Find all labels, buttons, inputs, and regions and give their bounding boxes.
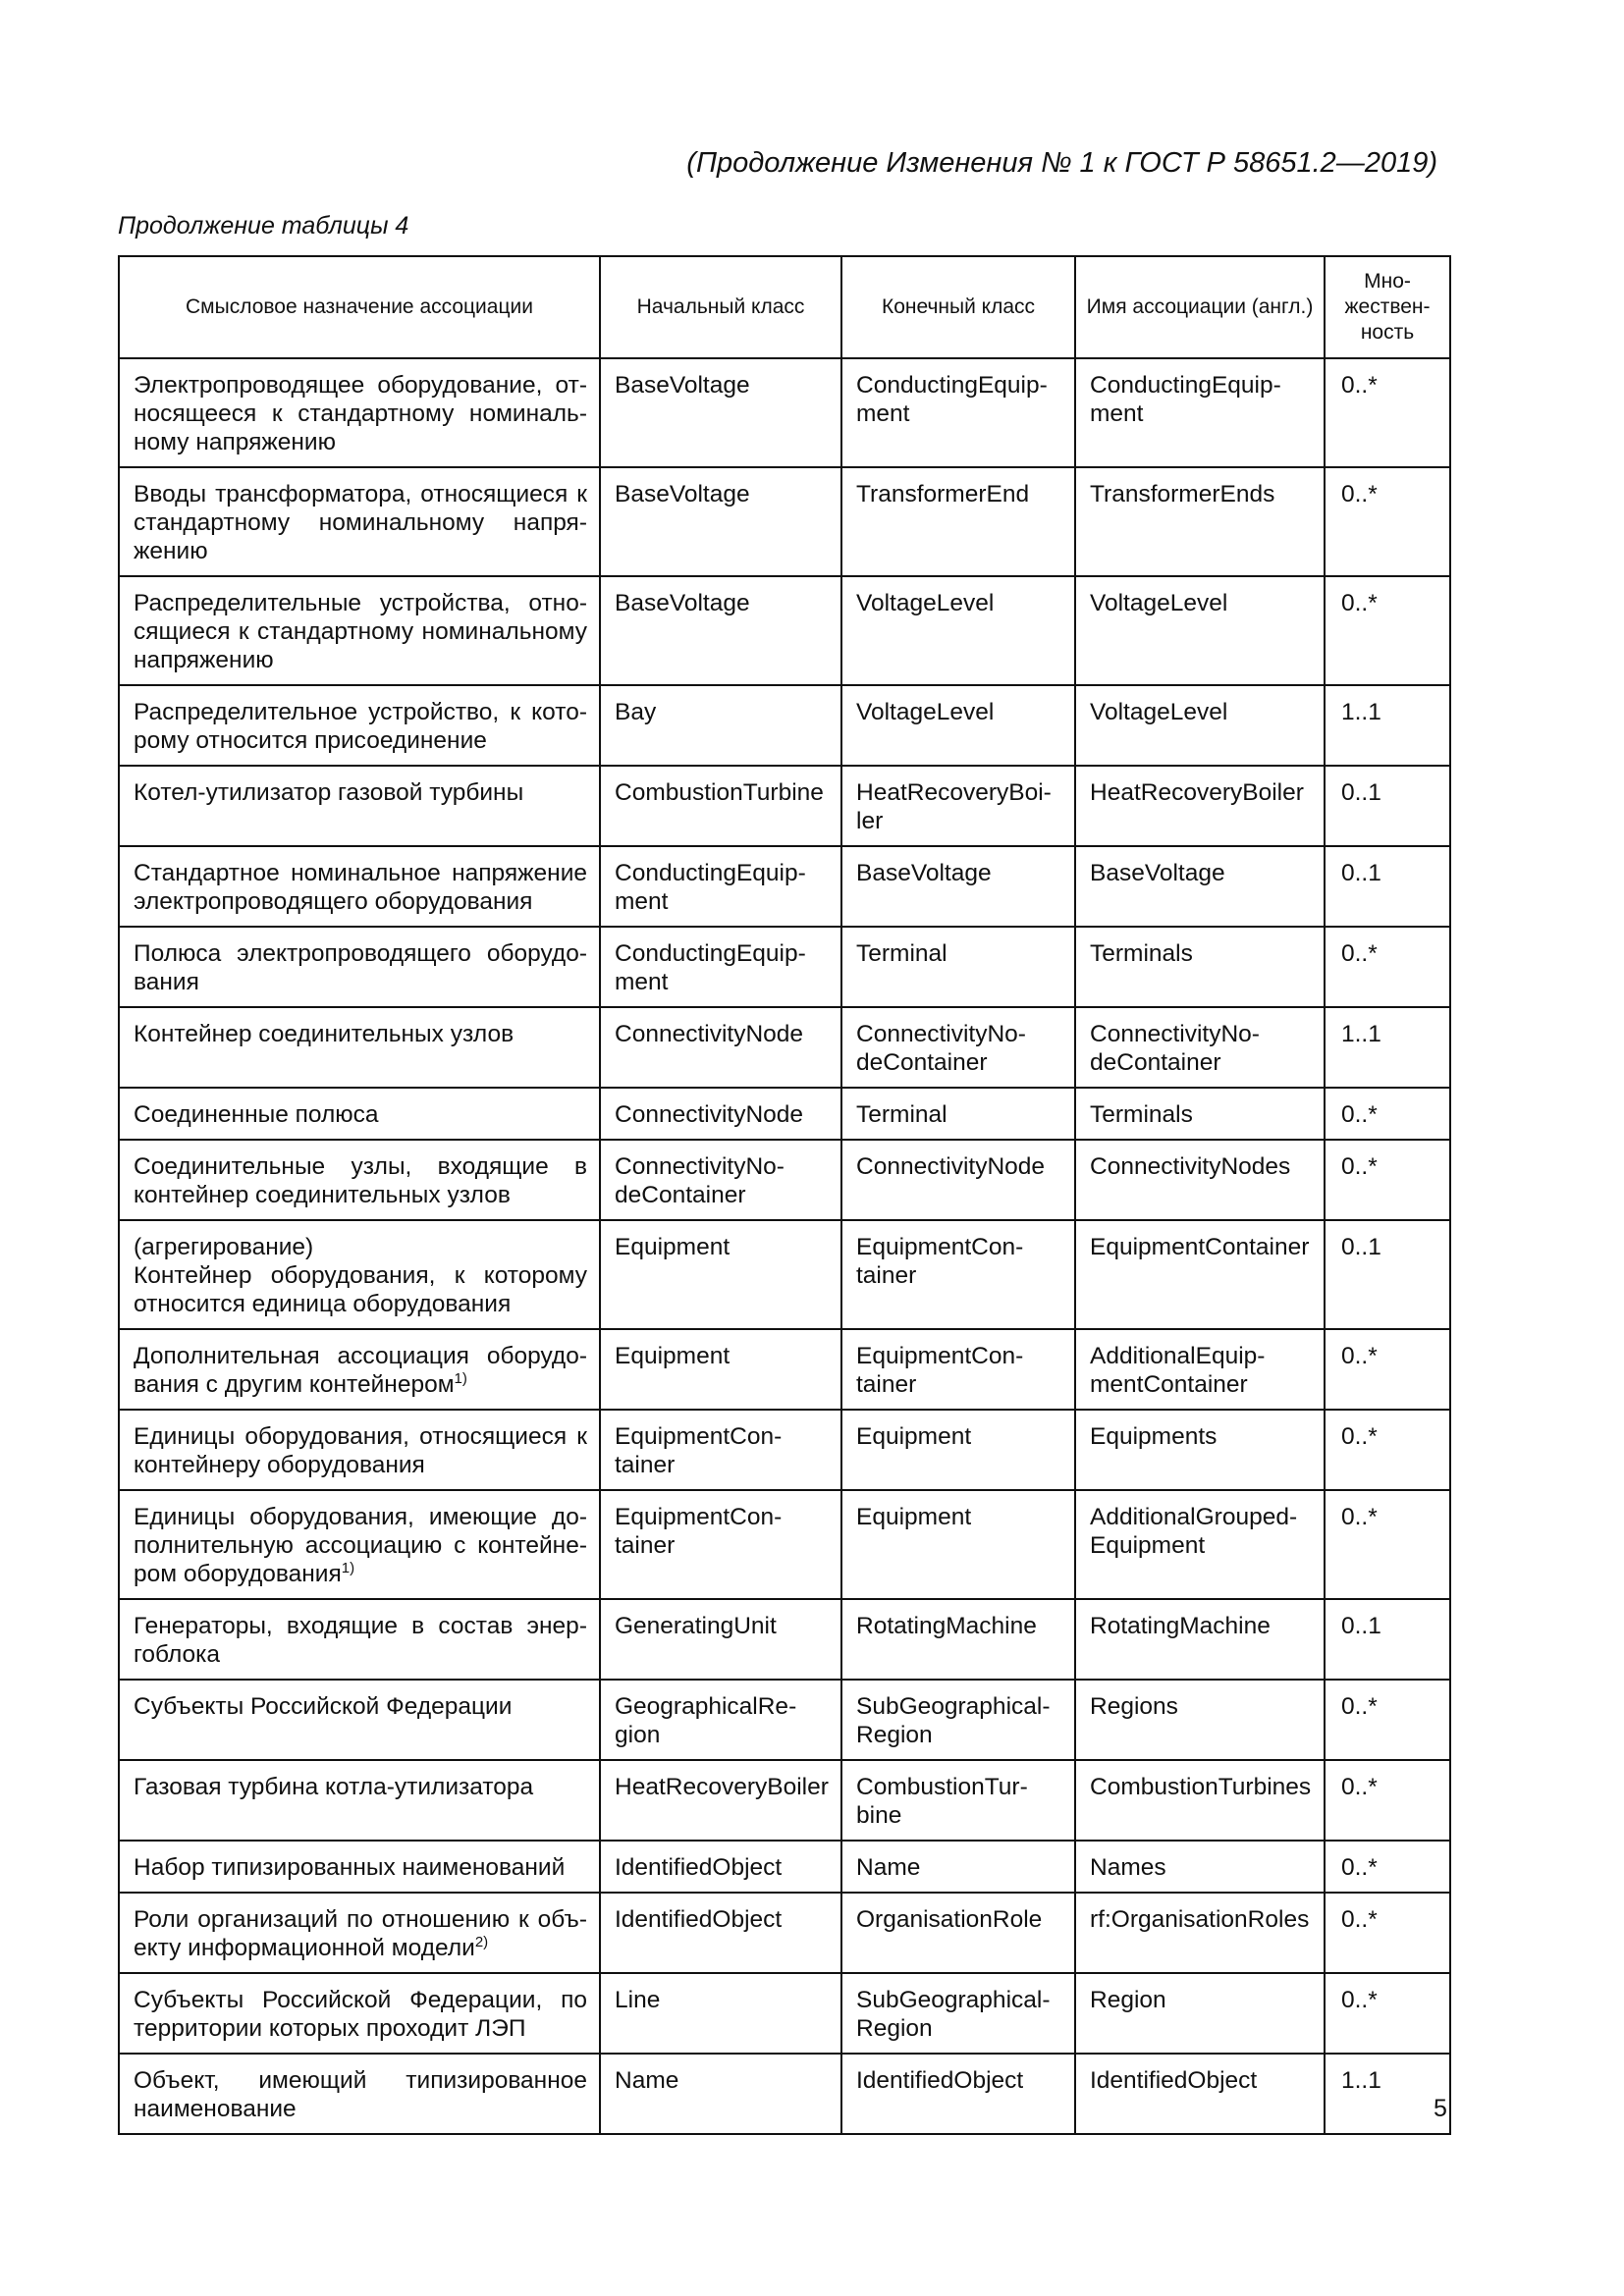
cell-end-class-text: SubGeographical-Region: [856, 1987, 1051, 2042]
cell-purpose-text: Объект, имеющий типизированное наименование: [134, 2067, 587, 2122]
cell-start-class-text: ConductingEquipment: [615, 940, 806, 995]
cell-purpose: [119, 576, 600, 685]
cell-multiplicity: [1325, 685, 1450, 766]
cell-purpose-text: Контейнер соединительных узлов: [134, 1021, 514, 1047]
cell-end-class-text: TransformerEnd: [856, 481, 1030, 507]
col-header-multiplicity: Мно-жествен-ность: [1325, 256, 1450, 358]
cell-end-class: [841, 467, 1075, 576]
cell-purpose-text: Газовая турбина котла-утилизатора: [134, 1774, 534, 1800]
cell-multiplicity-text: 1..1: [1341, 1021, 1381, 1047]
cell-multiplicity: [1325, 467, 1450, 576]
cell-end-class: [841, 1760, 1075, 1841]
cell-start-class-text: Bay: [615, 699, 657, 725]
cell-start-class: [600, 1007, 841, 1088]
table-header-row: [119, 256, 1450, 358]
cell-assoc-name-text: Equipments: [1090, 1423, 1218, 1450]
cell-purpose-text: Соединенные полюса: [134, 1101, 379, 1128]
cell-assoc-name: [1075, 1841, 1325, 1893]
table-row: [119, 576, 1450, 685]
cell-end-class-text: ConductingEquipment: [856, 372, 1048, 427]
cell-start-class: [600, 1490, 841, 1599]
table-row: [119, 685, 1450, 766]
cell-purpose-text: Единицы оборудования, имеющие дополнительную ассоциацию с контейнером оборудования: [134, 1504, 587, 1587]
table-row: [119, 1841, 1450, 1893]
cell-purpose-text: Полюса электропроводящего оборудования: [134, 940, 587, 995]
cell-end-class: [841, 1220, 1075, 1329]
cell-assoc-name-text: HeatRecoveryBoiler: [1090, 779, 1304, 806]
cell-end-class: [841, 2054, 1075, 2134]
cell-start-class-text: EquipmentContainer: [615, 1423, 783, 1478]
footnote-marker: 2): [474, 1933, 489, 1950]
cell-multiplicity-text: 0..1: [1341, 779, 1381, 806]
cell-end-class: [841, 358, 1075, 467]
cell-multiplicity-text: 0..*: [1341, 1153, 1378, 1180]
cell-assoc-name: [1075, 1007, 1325, 1088]
cell-end-class-text: CombustionTurbine: [856, 1774, 1028, 1829]
cell-purpose: [119, 1680, 600, 1760]
cell-start-class: [600, 846, 841, 927]
cell-start-class: [600, 1680, 841, 1760]
cell-multiplicity-text: 0..*: [1341, 940, 1378, 967]
cell-purpose: [119, 1410, 600, 1490]
cell-start-class: [600, 467, 841, 576]
cell-assoc-name: [1075, 846, 1325, 927]
cell-end-class: [841, 846, 1075, 927]
cell-start-class-text: ConnectivityNodeContainer: [615, 1153, 785, 1208]
col-header-start-class: Начальный класс: [600, 256, 841, 358]
cell-purpose-text: Набор типизированных наименований: [134, 1854, 566, 1881]
table-caption: Продолжение таблицы 4: [118, 212, 409, 240]
cell-assoc-name: [1075, 1893, 1325, 1973]
cell-purpose: [119, 2054, 600, 2134]
cell-multiplicity-text: 0..*: [1341, 1854, 1378, 1881]
cell-multiplicity-text: 0..*: [1341, 481, 1378, 507]
col-header-end-class: Конечный класс: [841, 256, 1075, 358]
cell-assoc-name-text: ConductingEquipment: [1090, 372, 1281, 427]
cell-end-class: [841, 766, 1075, 846]
association-table: [118, 255, 1451, 2135]
cell-start-class-text: ConnectivityNode: [615, 1101, 804, 1128]
cell-start-class: [600, 358, 841, 467]
cell-end-class: [841, 1410, 1075, 1490]
cell-purpose: [119, 467, 600, 576]
cell-multiplicity: [1325, 1329, 1450, 1410]
cell-start-class-text: HeatRecoveryBoiler: [615, 1774, 829, 1800]
cell-end-class: [841, 1329, 1075, 1410]
cell-assoc-name: [1075, 766, 1325, 846]
cell-multiplicity-text: 0..*: [1341, 1343, 1378, 1369]
cell-assoc-name-text: ConnectivityNodes: [1090, 1153, 1291, 1180]
cell-purpose: [119, 1329, 600, 1410]
cell-start-class: [600, 2054, 841, 2134]
cell-multiplicity: [1325, 927, 1450, 1007]
cell-end-class: [841, 1893, 1075, 1973]
cell-start-class-text: BaseVoltage: [615, 481, 750, 507]
table-row: [119, 766, 1450, 846]
cell-assoc-name-text: IdentifiedObject: [1090, 2067, 1258, 2094]
cell-assoc-name-text: EquipmentContainer: [1090, 1234, 1310, 1260]
cell-purpose-text: Стандартное номинальное напряжение электропроводящего оборудования: [134, 860, 587, 915]
cell-start-class: [600, 1088, 841, 1140]
cell-purpose: [119, 358, 600, 467]
cell-multiplicity: [1325, 1140, 1450, 1220]
cell-assoc-name: [1075, 467, 1325, 576]
cell-purpose-text: Генераторы, входящие в состав энергоблока: [134, 1613, 587, 1668]
cell-start-class: [600, 576, 841, 685]
cell-assoc-name: [1075, 1599, 1325, 1680]
footnote-marker: 1): [341, 1559, 355, 1576]
cell-assoc-name-text: rf:OrganisationRoles: [1090, 1906, 1310, 1933]
table-row: [119, 1490, 1450, 1599]
cell-end-class-text: VoltageLevel: [856, 699, 995, 725]
cell-start-class-text: Name: [615, 2067, 679, 2094]
cell-multiplicity: [1325, 576, 1450, 685]
cell-start-class-text: Line: [615, 1987, 661, 2013]
cell-purpose-text: Дополнительная ассоциация оборудования с другим контейнером: [134, 1343, 587, 1398]
table-row: [119, 1760, 1450, 1841]
cell-start-class-text: GeneratingUnit: [615, 1613, 777, 1639]
cell-purpose: [119, 1760, 600, 1841]
cell-multiplicity: [1325, 1410, 1450, 1490]
cell-multiplicity: [1325, 1841, 1450, 1893]
cell-end-class-text: SubGeographical-Region: [856, 1693, 1051, 1748]
cell-purpose-text: Субъекты Российской Федерации: [134, 1693, 513, 1720]
cell-assoc-name-text: VoltageLevel: [1090, 699, 1228, 725]
col-header-purpose: Смысловое назначение ассоциации: [119, 256, 600, 358]
cell-multiplicity-text: 0..*: [1341, 1987, 1378, 2013]
cell-start-class-text: EquipmentContainer: [615, 1504, 783, 1559]
cell-multiplicity-text: 1..1: [1341, 699, 1381, 725]
cell-multiplicity: [1325, 766, 1450, 846]
cell-start-class: [600, 1410, 841, 1490]
footnote-marker: 1): [454, 1369, 467, 1387]
table-row: [119, 1973, 1450, 2054]
cell-purpose: [119, 846, 600, 927]
cell-start-class: [600, 1329, 841, 1410]
cell-end-class-text: ConnectivityNode: [856, 1153, 1046, 1180]
cell-multiplicity: [1325, 358, 1450, 467]
cell-multiplicity: [1325, 846, 1450, 927]
cell-multiplicity: [1325, 1680, 1450, 1760]
cell-start-class-text: CombustionTurbine: [615, 779, 824, 806]
table-row: [119, 1680, 1450, 1760]
cell-multiplicity-text: 0..*: [1341, 1906, 1378, 1933]
cell-purpose: [119, 1220, 600, 1329]
cell-purpose: [119, 1088, 600, 1140]
cell-multiplicity: [1325, 1599, 1450, 1680]
table-row: [119, 1140, 1450, 1220]
cell-assoc-name: [1075, 1329, 1325, 1410]
cell-assoc-name: [1075, 1410, 1325, 1490]
cell-assoc-name-text: AdditionalGrouped-Equipment: [1090, 1504, 1298, 1559]
cell-end-class: [841, 1140, 1075, 1220]
cell-multiplicity: [1325, 1490, 1450, 1599]
cell-end-class: [841, 1088, 1075, 1140]
cell-purpose: [119, 685, 600, 766]
cell-multiplicity-text: 0..*: [1341, 1101, 1378, 1128]
cell-start-class: [600, 927, 841, 1007]
cell-multiplicity-text: 0..1: [1341, 1234, 1381, 1260]
cell-purpose-text: Вводы трансформатора, относящиеся к стандартному номинальному напряжению: [134, 481, 587, 564]
cell-start-class-text: Equipment: [615, 1234, 731, 1260]
cell-end-class: [841, 1680, 1075, 1760]
cell-assoc-name-text: CombustionTurbines: [1090, 1774, 1312, 1800]
cell-assoc-name-text: VoltageLevel: [1090, 590, 1228, 616]
cell-assoc-name: [1075, 1760, 1325, 1841]
cell-end-class: [841, 1490, 1075, 1599]
cell-purpose: [119, 1599, 600, 1680]
cell-multiplicity-text: 0..*: [1341, 1423, 1378, 1450]
cell-multiplicity: [1325, 1088, 1450, 1140]
cell-purpose-text: Распределительное устройство, к которому относится присоединение: [134, 699, 587, 754]
cell-end-class-text: Terminal: [856, 1101, 947, 1128]
cell-purpose: [119, 1973, 600, 2054]
col-header-assoc-name: Имя ассоциации (англ.): [1075, 256, 1325, 358]
cell-multiplicity: [1325, 1973, 1450, 2054]
cell-assoc-name: [1075, 1680, 1325, 1760]
cell-assoc-name: [1075, 1973, 1325, 2054]
cell-assoc-name-text: Terminals: [1090, 940, 1193, 967]
cell-start-class: [600, 1841, 841, 1893]
cell-assoc-name-text: Terminals: [1090, 1101, 1193, 1128]
cell-start-class: [600, 1893, 841, 1973]
cell-multiplicity-text: 0..1: [1341, 1613, 1381, 1639]
cell-multiplicity-text: 0..*: [1341, 372, 1378, 399]
cell-assoc-name: [1075, 685, 1325, 766]
table-row: [119, 467, 1450, 576]
table-row: [119, 1893, 1450, 1973]
cell-purpose: [119, 1140, 600, 1220]
table-row: [119, 1599, 1450, 1680]
cell-assoc-name: [1075, 358, 1325, 467]
cell-purpose-text: (агрегирование) Контейнер оборудования, к которому относится единица оборудования: [134, 1234, 587, 1317]
cell-end-class: [841, 576, 1075, 685]
cell-start-class: [600, 1760, 841, 1841]
cell-end-class-text: BaseVoltage: [856, 860, 992, 886]
cell-start-class-text: ConductingEquipment: [615, 860, 806, 915]
cell-assoc-name: [1075, 927, 1325, 1007]
cell-start-class: [600, 1599, 841, 1680]
cell-multiplicity-text: 0..*: [1341, 1774, 1378, 1800]
cell-start-class-text: ConnectivityNode: [615, 1021, 804, 1047]
table-row: [119, 1329, 1450, 1410]
table-row: [119, 846, 1450, 927]
cell-end-class-text: RotatingMachine: [856, 1613, 1037, 1639]
cell-assoc-name-text: Region: [1090, 1987, 1166, 2013]
cell-end-class: [841, 1973, 1075, 2054]
cell-multiplicity: [1325, 1893, 1450, 1973]
cell-assoc-name: [1075, 1490, 1325, 1599]
cell-purpose: [119, 1841, 600, 1893]
cell-assoc-name: [1075, 1140, 1325, 1220]
table-row: [119, 1088, 1450, 1140]
cell-multiplicity-text: 0..1: [1341, 860, 1381, 886]
cell-end-class-text: Equipment: [856, 1423, 972, 1450]
cell-purpose-text: Распределительные устройства, относящиеся к стандартному номинальному напряжению: [134, 590, 587, 673]
cell-assoc-name-text: BaseVoltage: [1090, 860, 1225, 886]
cell-assoc-name: [1075, 576, 1325, 685]
cell-multiplicity-text: 1..1: [1341, 2067, 1381, 2094]
cell-start-class-text: GeographicalRegion: [615, 1693, 797, 1748]
cell-start-class: [600, 1973, 841, 2054]
cell-multiplicity: [1325, 2054, 1450, 2134]
page-number: 5: [1434, 2095, 1447, 2122]
cell-purpose-text: Котел-утилизатор газовой турбины: [134, 779, 524, 806]
cell-purpose-text: Электропроводящее оборудование, относящееся к стандартному номинальному напряжению: [134, 372, 587, 455]
cell-end-class-text: HeatRecoveryBoiler: [856, 779, 1052, 834]
table-row: [119, 927, 1450, 1007]
cell-end-class-text: OrganisationRole: [856, 1906, 1043, 1933]
cell-assoc-name: [1075, 1220, 1325, 1329]
table-row: [119, 358, 1450, 467]
cell-start-class-text: BaseVoltage: [615, 590, 750, 616]
cell-assoc-name-text: Regions: [1090, 1693, 1178, 1720]
cell-multiplicity: [1325, 1760, 1450, 1841]
header-continuation: (Продолжение Изменения № 1 к ГОСТ Р 58651.2—2019): [686, 147, 1437, 179]
cell-start-class-text: IdentifiedObject: [615, 1854, 783, 1881]
cell-assoc-name-text: AdditionalEquipmentContainer: [1090, 1343, 1266, 1398]
table-row: [119, 2054, 1450, 2134]
cell-end-class-text: Terminal: [856, 940, 947, 967]
cell-end-class-text: Name: [856, 1854, 921, 1881]
cell-purpose: [119, 1893, 600, 1973]
cell-purpose-text: Роли организаций по отношению к объекту информационной модели: [134, 1906, 587, 1961]
cell-assoc-name-text: ConnectivityNodeContainer: [1090, 1021, 1260, 1076]
cell-end-class-text: ConnectivityNodeContainer: [856, 1021, 1026, 1076]
cell-end-class-text: Equipment: [856, 1504, 972, 1530]
cell-end-class-text: EquipmentContainer: [856, 1343, 1024, 1398]
cell-end-class-text: EquipmentContainer: [856, 1234, 1024, 1289]
cell-purpose-text: Субъекты Российской Федерации, по территории которых проходит ЛЭП: [134, 1987, 587, 2042]
cell-assoc-name: [1075, 2054, 1325, 2134]
cell-start-class-text: IdentifiedObject: [615, 1906, 783, 1933]
cell-assoc-name: [1075, 1088, 1325, 1140]
cell-start-class-text: BaseVoltage: [615, 372, 750, 399]
cell-assoc-name-text: Names: [1090, 1854, 1166, 1881]
cell-start-class-text: Equipment: [615, 1343, 731, 1369]
cell-start-class: [600, 685, 841, 766]
cell-end-class: [841, 1841, 1075, 1893]
cell-end-class: [841, 1007, 1075, 1088]
cell-purpose: [119, 766, 600, 846]
cell-end-class: [841, 927, 1075, 1007]
cell-purpose: [119, 1490, 600, 1599]
cell-purpose-text: Единицы оборудования, относящиеся к контейнеру оборудования: [134, 1423, 587, 1478]
cell-end-class-text: IdentifiedObject: [856, 2067, 1024, 2094]
cell-purpose: [119, 927, 600, 1007]
cell-assoc-name-text: TransformerEnds: [1090, 481, 1275, 507]
cell-assoc-name-text: RotatingMachine: [1090, 1613, 1271, 1639]
table-row: [119, 1410, 1450, 1490]
table-row: [119, 1220, 1450, 1329]
cell-end-class: [841, 1599, 1075, 1680]
cell-multiplicity: [1325, 1220, 1450, 1329]
cell-start-class: [600, 1220, 841, 1329]
cell-multiplicity-text: 0..*: [1341, 1693, 1378, 1720]
table-row: [119, 1007, 1450, 1088]
cell-start-class: [600, 1140, 841, 1220]
cell-multiplicity: [1325, 1007, 1450, 1088]
cell-end-class: [841, 685, 1075, 766]
cell-purpose-text: Соединительные узлы, входящие в контейнер соединительных узлов: [134, 1153, 587, 1208]
cell-multiplicity-text: 0..*: [1341, 1504, 1378, 1530]
cell-purpose: [119, 1007, 600, 1088]
cell-start-class: [600, 766, 841, 846]
cell-end-class-text: VoltageLevel: [856, 590, 995, 616]
cell-multiplicity-text: 0..*: [1341, 590, 1378, 616]
